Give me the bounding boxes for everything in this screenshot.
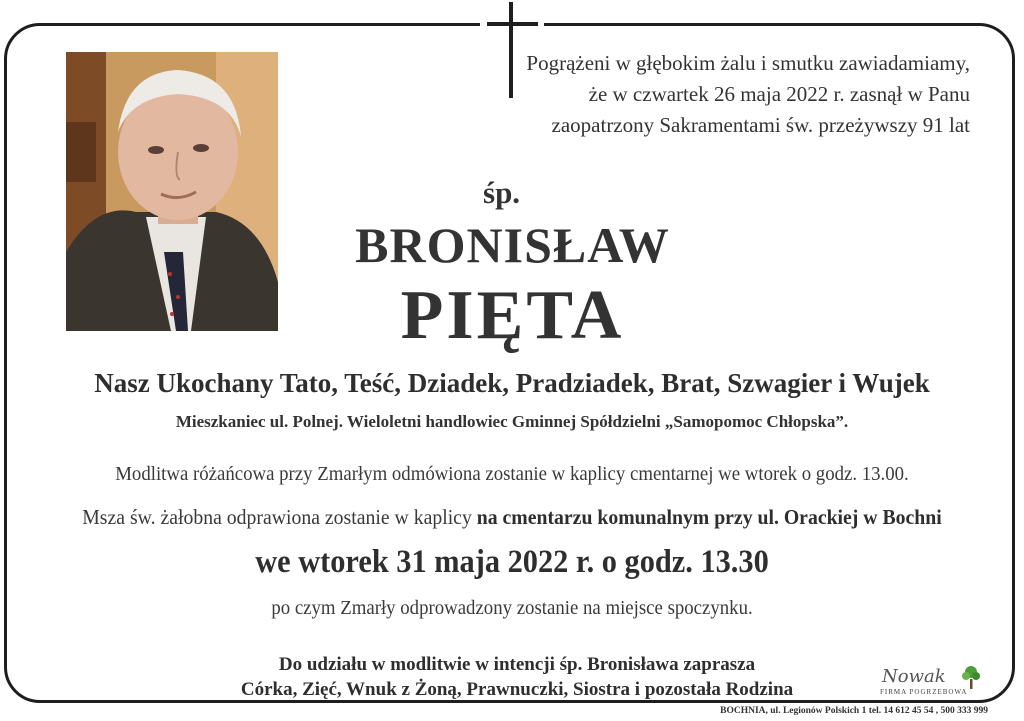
invitation [0, 652, 1024, 702]
resident-info: Mieszkaniec ul. Polnej. Wieloletni handlowiec Gminnej Spółdzielni „Samopomoc Chłopska”. [175, 412, 849, 431]
mass-info-text: Msza św. żałobna odprawiona zostanie w kaplicy [82, 505, 477, 529]
burial-info: po czym Zmarły odprowadzony zostanie na miejsce spoczynku. [271, 597, 753, 619]
funeral-home-contact: BOCHNIA, ul. Legionów Polskich 1 tel. 14 612 45 54 , 500 333 999 [720, 706, 988, 716]
deceased-photo [66, 52, 278, 331]
family-relations: Nasz Ukochany Tato, Teść, Dziadek, Pradziadek, Brat, Szwagier i Wujek [94, 368, 930, 398]
deceased-first-name: BRONISŁAW [355, 217, 670, 273]
mass-info [31, 505, 994, 530]
funeral-home-logo [876, 662, 986, 698]
rosary-info: Modlitwa różańcowa przy Zmarłym odmówiona zostanie w kaplicy cmentarnej we wtorek o godz. 13.00. [115, 463, 909, 485]
funeral-date: we wtorek 31 maja 2022 r. o godz. 13.30 [255, 544, 769, 580]
logo-name: Nowak [882, 666, 946, 687]
deceased-prefix: śp. [483, 175, 521, 210]
mass-location: na cmentarzu komunalnym przy ul. Orackiej w Bochni [476, 505, 942, 529]
invitation-line: Córka, Zięć, Wnuk z Żoną, Prawnuczki, Siostra i pozostała Rodzina [240, 679, 794, 700]
intro-line: zaopatrzony Sakramentami św. przeżywszy 91 lat [551, 113, 970, 137]
intro-line: Pogrążeni w głębokim żalu i smutku zawiadamiamy, [526, 51, 970, 75]
intro-line: że w czwartek 26 maja 2022 r. zasnął w Panu [588, 82, 970, 106]
deceased-last-name: PIĘTA [400, 277, 625, 354]
logo-subtitle: FIRMA POGRZEBOWA [880, 688, 968, 696]
invitation-line: Do udziału w modlitwie w intencji śp. Bronisława zaprasza [278, 654, 756, 675]
tree-icon [960, 664, 982, 690]
announcement-intro [490, 48, 970, 141]
